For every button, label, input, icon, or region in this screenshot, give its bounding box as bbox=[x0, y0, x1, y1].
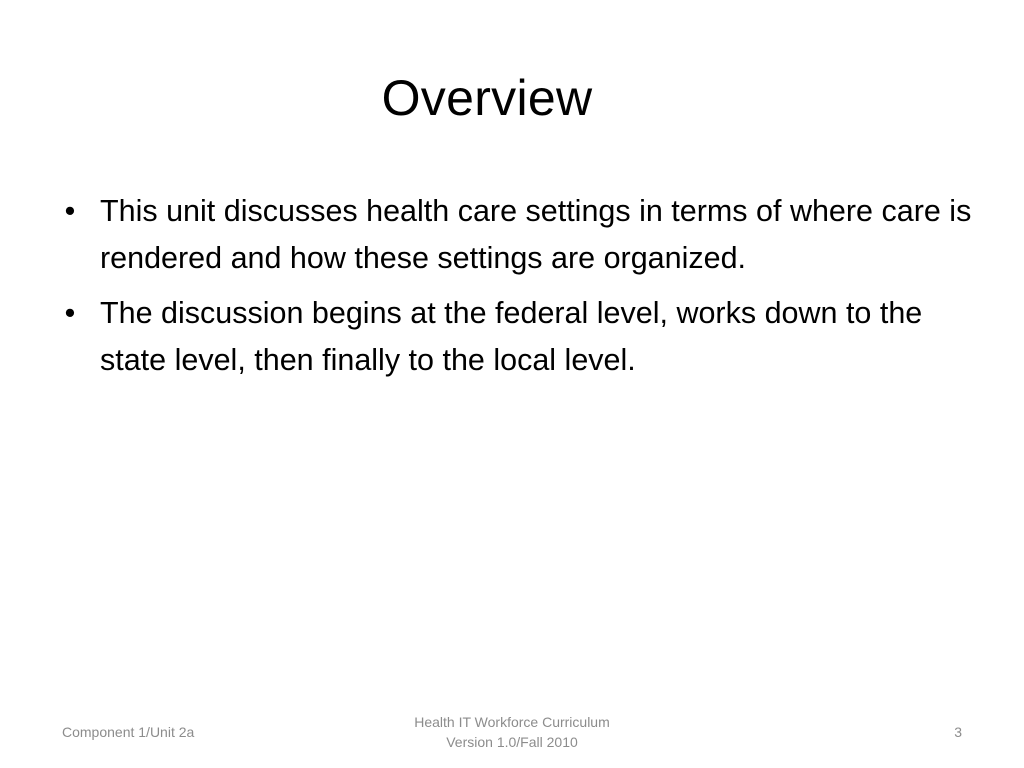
bullet-marker-icon: • bbox=[64, 296, 76, 330]
footer-curriculum-line1: Health IT Workforce Curriculum bbox=[414, 714, 610, 730]
bullet-item bbox=[60, 188, 980, 282]
bullet-list bbox=[60, 188, 980, 392]
footer-curriculum-line2: Version 1.0/Fall 2010 bbox=[446, 734, 578, 750]
slide-title: Overview bbox=[381, 70, 593, 126]
page-number: 3 bbox=[954, 724, 962, 740]
bullet-item bbox=[60, 290, 980, 384]
bullet-text: The discussion begins at the federal level, works down to the state level, then finally to the local level. bbox=[100, 296, 923, 377]
bullet-text: This unit discusses health care settings in terms of where care is rendered and how these settings are organized. bbox=[100, 194, 972, 275]
footer-component: Component 1/Unit 2a bbox=[62, 724, 195, 740]
footer-curriculum bbox=[362, 712, 662, 752]
bullet-marker-icon: • bbox=[64, 194, 76, 228]
